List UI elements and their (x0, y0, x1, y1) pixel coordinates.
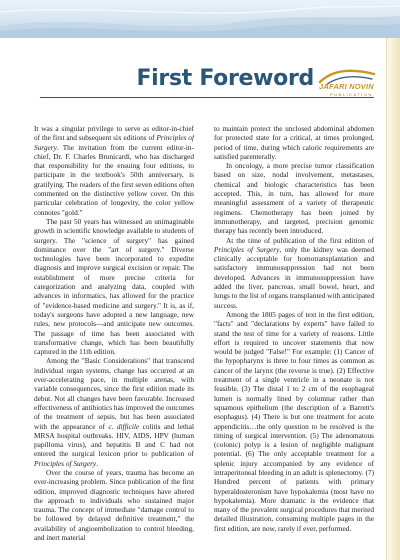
right-decorative-strip (386, 38, 400, 560)
left-column (34, 124, 194, 552)
wave-decoration (0, 0, 400, 38)
body-columns (34, 124, 374, 552)
page-header (0, 56, 400, 116)
paragraph: In oncology, a more precise tumor classification based on size, nodal involvement, metastases, chemical and biologic characteristics has been accepted. This, in turn, has allowed for more meaningful assessment of a variety of therapeutic regimens. Chemotherapy has been joined by immunotherapy, and targeted, precision genomic therapy has recently been introduced. (214, 161, 374, 236)
paragraph: Over the course of years, trauma has become an ever-increasing problem. Since publication of the first edition, improved diagnostic techniques have altered the approach to individuals who sustained major trauma. The concept of immediate "damage control to be followed by delayed definitive treatment," the availability of angioembolization to control bleeding, and inert material (34, 467, 194, 543)
paragraph: It was a singular privilege to serve as editor-in-chief of the first and subsequent six editions of Principles of Surgery. The invitation from the current editor-in-chief, Dr. F. Charles Brunicardi, who has discharged that responsibility for the ensuing four editions, to participate in the textbook's 50th anniversary, is gratifying. The readers of the first seven editions often commented on the distinctive yellow cover. On this particular celebration of longevity, the color yellow connotes "gold." (34, 124, 194, 217)
right-column (214, 124, 374, 552)
paragraph: At the time of publication of the first edition of Principles of Surgery, only the kidney was deemed clinically acceptable for homotransplantation and satisfactory immunosuppression had not been developed. Advances in immunosuppression have added the liver, pancreas, small bowel, heart, and lungs to the list of organs transplanted with anticipated success. (214, 235, 374, 310)
paragraph: The past 50 years has witnessed an unimaginable growth in scientific knowledge available to students of surgery. The "science of surgery" has gained dominance over the "art of surgery." Diverse technologies have been incorporated to expedite diagnosis and improve surgical excision or repair. The establishment of more precise criteria for categorization and analyzing data, coupled with advances in informatics, has allowed for the practice of "evidence-based medicine and surgery." It is, as if, today's surgeons have adopted a new language, new rules, new protocols—and anticipate new outcomes. The passage of time has been associated with transformative change, which has been beautifully captured in the 11th edition. (34, 216, 194, 357)
paragraph: to maintain protect the unclosed abdominal abdomen for protected state for a critical, at times prolonged, period of time, during which caloric requirements are satisfied parenterally. (214, 124, 374, 161)
paragraph: Among the 1805 pages of text in the first edition, "facts" and "declarations by experts" have failed to stand the test of time for a variety of reasons. Little effort is required to uncover statements that now would be judged "False!" For example: (1) Cancer of the hypopharynx is three to four times as common as cancer of the larynx (the reverse is true). (2) Effective treatment of a single ventricle in a neonate is not feasible. (3) The distal 1 to 2 cm of the esophageal lumen is normally lined by columnar rather than squamous epithelium (the description of a Barrett's esophagus). (4) There is but one treatment for acute appendicitis…the only question to be resolved is the timing of surgical intervention. (5) The adenomatous (colonic) polyp is a lesion of negligible malignant potential. (6) The only acceptable treatment for a splenic injury accompanied by any evidence of intraperitoneal bleeding in an adult is splenectomy. (7) Hundred percent of patients with primary hyperaldosteronism have hypokalemia (most have no hypokalemia). More dramatic is the evidence that many of the prevalent surgical procedures that merited detailed illustration, consuming multiple pages in the first edition, are now, rarely if ever, performed. (214, 309, 374, 533)
page-title: First Foreword (136, 66, 314, 91)
paragraph: Among the "Basic Considerations" that transcend individual organ systems, change has occurred at an ever-accelerating pace, in multiple arenas, with variable consequences, since the first edition made its debut. Not all changes have been favorable. Increased effectiveness of antibiotics has improved the outcomes of the treatment of sepsis, but has been associated with the appearance of c. difficile colitis and lethal MRSA hospital outbreaks. HIV, AIDS, HPV (human papilloma virus), and hepatitis B and C had not entered the surgical lexicon prior to publication of Principles of Surgery. (34, 356, 194, 468)
top-decorative-band (0, 0, 400, 38)
logo-sub-text: PUBLICATION (330, 92, 373, 97)
logo-brand-text: JAFARI NOVIN (319, 82, 374, 91)
publisher-logo (316, 66, 388, 100)
